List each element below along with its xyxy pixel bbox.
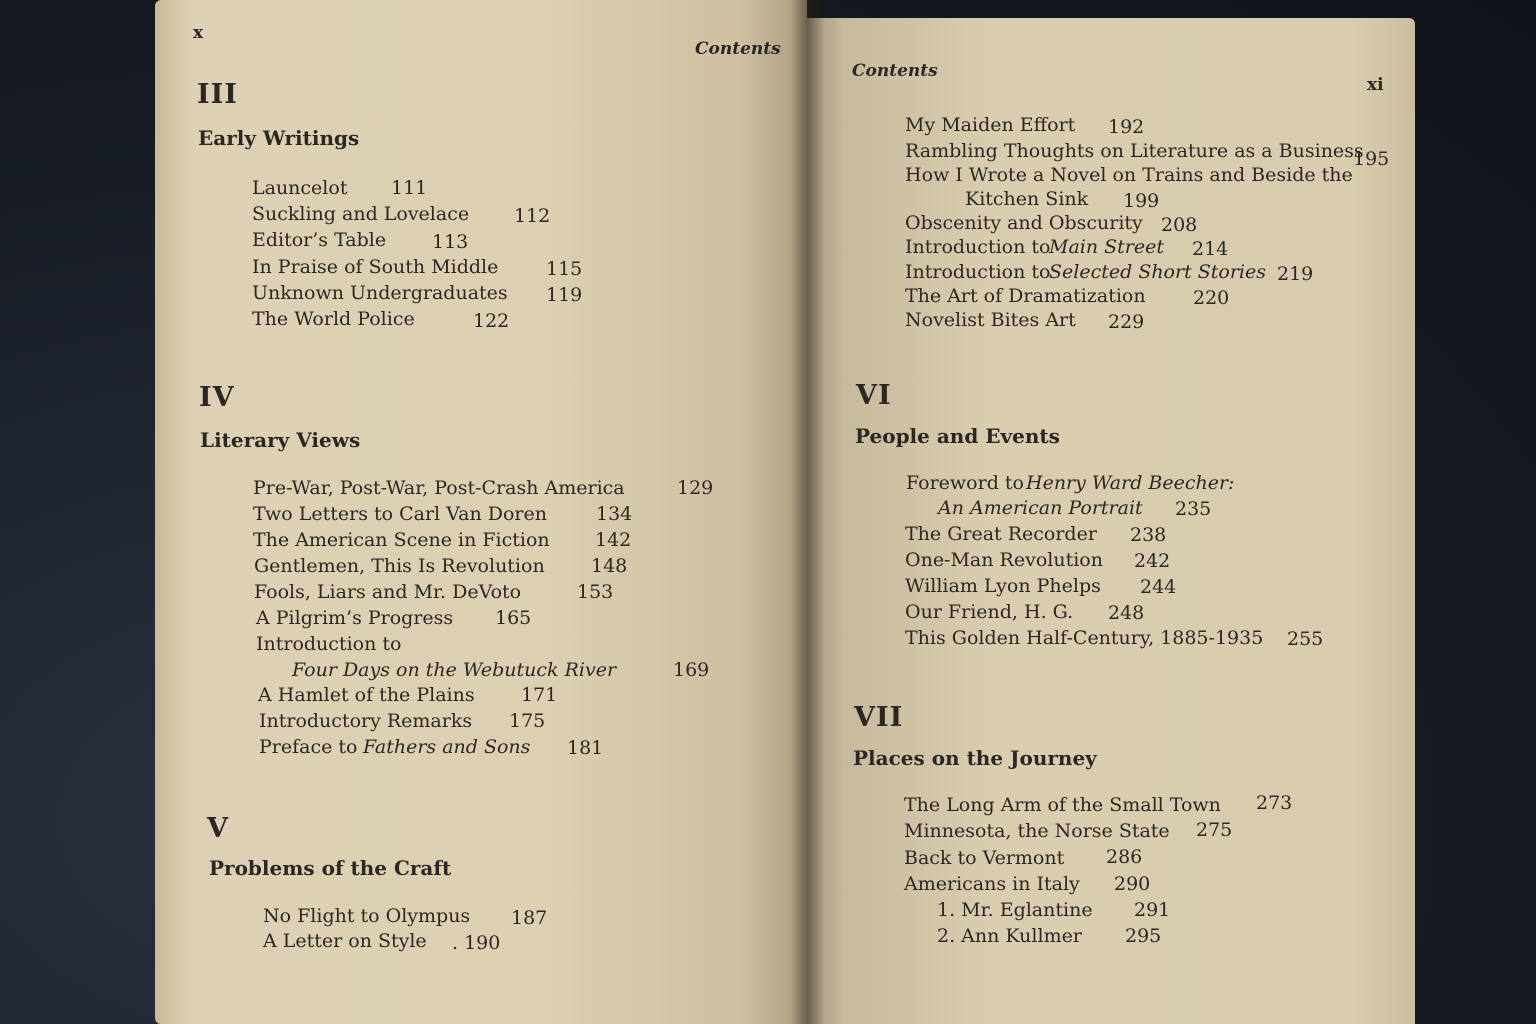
toc-entry-page: 235 bbox=[1175, 498, 1212, 520]
toc-entry-page: 119 bbox=[546, 284, 583, 306]
toc-entry-title: Obscenity and Obscurity bbox=[905, 212, 1143, 234]
toc-entry-title: 2. Ann Kullmer bbox=[937, 925, 1082, 947]
toc-entry-page: 181 bbox=[567, 737, 604, 759]
toc-entry-page: 175 bbox=[509, 710, 546, 732]
left-page bbox=[155, 0, 807, 1024]
left-folio: x bbox=[193, 23, 204, 43]
right-running-head: Contents bbox=[852, 61, 938, 81]
toc-entry-page: 199 bbox=[1123, 190, 1160, 212]
part-numeral: VI bbox=[856, 380, 892, 411]
toc-entry-page: 134 bbox=[596, 503, 633, 525]
toc-entry-title: The Great Recorder bbox=[905, 523, 1097, 545]
toc-entry-page: 208 bbox=[1161, 214, 1198, 236]
toc-entry-page: 142 bbox=[595, 529, 632, 551]
toc-entry-title: Gentlemen, This Is Revolution bbox=[254, 555, 545, 577]
toc-entry-title: Foreword to bbox=[906, 472, 1024, 494]
toc-entry-page: 112 bbox=[514, 205, 551, 227]
toc-entry-page: 113 bbox=[432, 231, 469, 253]
toc-entry-title: Two Letters to Carl Van Doren bbox=[253, 503, 547, 525]
toc-entry-title: William Lyon Phelps bbox=[905, 575, 1101, 597]
toc-entry-page: 165 bbox=[495, 607, 532, 629]
toc-entry-page: 111 bbox=[391, 177, 428, 199]
toc-entry-title: Introduction to bbox=[905, 236, 1051, 258]
toc-entry-title: The Long Arm of the Small Town bbox=[904, 794, 1221, 816]
part-numeral: V bbox=[207, 813, 229, 844]
toc-entry-title: Preface to bbox=[259, 736, 358, 758]
toc-entry-title: Pre-War, Post-War, Post-Crash America bbox=[253, 477, 625, 499]
toc-entry-title: How I Wrote a Novel on Trains and Beside the bbox=[905, 164, 1353, 186]
toc-entry-title-italic: Selected Short Stories bbox=[1049, 261, 1266, 283]
toc-entry-page: 148 bbox=[591, 555, 628, 577]
toc-entry-title: The World Police bbox=[252, 308, 415, 330]
toc-entry-page: 171 bbox=[521, 684, 558, 706]
toc-entry-page: 238 bbox=[1130, 524, 1167, 546]
section-title: People and Events bbox=[855, 424, 1060, 448]
toc-entry-page: 169 bbox=[673, 659, 710, 681]
toc-entry-title: A Hamlet of the Plains bbox=[258, 684, 475, 706]
toc-entry-page: 195 bbox=[1353, 148, 1390, 170]
toc-entry-page: 290 bbox=[1114, 873, 1151, 895]
toc-entry-title: No Flight to Olympus bbox=[263, 905, 471, 927]
toc-entry-title: Rambling Thoughts on Literature as a Business bbox=[905, 140, 1364, 162]
toc-entry-title: A Letter on Style bbox=[263, 930, 427, 952]
toc-entry-title: My Maiden Effort bbox=[905, 114, 1076, 136]
toc-entry-title: Unknown Undergraduates bbox=[252, 282, 508, 304]
toc-entry-page: 220 bbox=[1193, 287, 1230, 309]
toc-entry-title: Back to Vermont bbox=[904, 847, 1065, 869]
toc-entry-title-continued: Kitchen Sink bbox=[965, 188, 1089, 210]
toc-entry-page: 244 bbox=[1140, 576, 1177, 598]
section-title: Problems of the Craft bbox=[209, 856, 452, 880]
toc-entry-title: Suckling and Lovelace bbox=[252, 203, 470, 225]
toc-entry-page: 275 bbox=[1196, 819, 1233, 841]
toc-entry-page: 273 bbox=[1256, 792, 1293, 814]
toc-entry-title-italic: Main Street bbox=[1049, 236, 1164, 258]
toc-entry-title: In Praise of South Middle bbox=[252, 256, 499, 278]
toc-entry-title: Novelist Bites Art bbox=[905, 309, 1076, 331]
right-page bbox=[807, 18, 1415, 1024]
toc-entry-title: Americans in Italy bbox=[904, 873, 1080, 895]
left-running-head: Contents bbox=[695, 39, 781, 59]
toc-entry-page: 122 bbox=[473, 310, 510, 332]
toc-entry-title: Fools, Liars and Mr. DeVoto bbox=[254, 581, 522, 603]
toc-entry-page: 129 bbox=[677, 477, 714, 499]
toc-entry-page: 219 bbox=[1277, 263, 1314, 285]
toc-entry-title: 1. Mr. Eglantine bbox=[937, 899, 1093, 921]
toc-entry-title: The Art of Dramatization bbox=[905, 285, 1146, 307]
toc-entry-title: This Golden Half-Century, 1885-1935 bbox=[905, 627, 1264, 649]
toc-entry-page: 255 bbox=[1287, 628, 1324, 650]
toc-entry-page: 192 bbox=[1108, 116, 1145, 138]
toc-entry-title: Launcelot bbox=[252, 177, 348, 199]
toc-entry-page: 286 bbox=[1106, 846, 1143, 868]
toc-entry-title-continued: Four Days on the Webutuck River bbox=[292, 659, 617, 681]
toc-entry-title-continued: An American Portrait bbox=[938, 497, 1143, 519]
toc-entry-page: 187 bbox=[511, 907, 548, 929]
toc-entry-title: Editor’s Table bbox=[252, 229, 387, 251]
right-folio: xi bbox=[1367, 75, 1384, 95]
section-title: Places on the Journey bbox=[853, 746, 1097, 770]
toc-entry-page: 291 bbox=[1134, 899, 1171, 921]
toc-entry-page: 242 bbox=[1134, 550, 1171, 572]
toc-entry-title: Minnesota, the Norse State bbox=[904, 820, 1170, 842]
toc-entry-page: 153 bbox=[577, 581, 614, 603]
toc-entry-page: 295 bbox=[1125, 925, 1162, 947]
toc-entry-title: A Pilgrim’s Progress bbox=[256, 607, 454, 629]
section-title: Literary Views bbox=[200, 428, 361, 452]
toc-entry-title-italic: Henry Ward Beecher: bbox=[1026, 472, 1235, 494]
toc-entry-title: Our Friend, H. G. bbox=[905, 601, 1074, 623]
book-gutter bbox=[790, 0, 824, 1024]
toc-entry-title: Introduction to bbox=[256, 633, 402, 655]
toc-entry-title-italic: Fathers and Sons bbox=[363, 736, 531, 758]
part-numeral: III bbox=[197, 79, 238, 110]
toc-entry-title: One-Man Revolution bbox=[905, 549, 1103, 571]
toc-entry-page: 229 bbox=[1108, 311, 1145, 333]
toc-entry-title: The American Scene in Fiction bbox=[253, 529, 550, 551]
toc-entry-page: . 190 bbox=[452, 932, 501, 954]
toc-entry-title: Introductory Remarks bbox=[259, 710, 473, 732]
section-title: Early Writings bbox=[198, 126, 360, 150]
part-numeral: VII bbox=[854, 702, 904, 733]
toc-entry-page: 214 bbox=[1192, 238, 1229, 260]
part-numeral: IV bbox=[199, 382, 235, 413]
toc-entry-title: Introduction to bbox=[905, 261, 1051, 283]
toc-entry-page: 248 bbox=[1108, 602, 1145, 624]
toc-entry-page: 115 bbox=[546, 258, 583, 280]
